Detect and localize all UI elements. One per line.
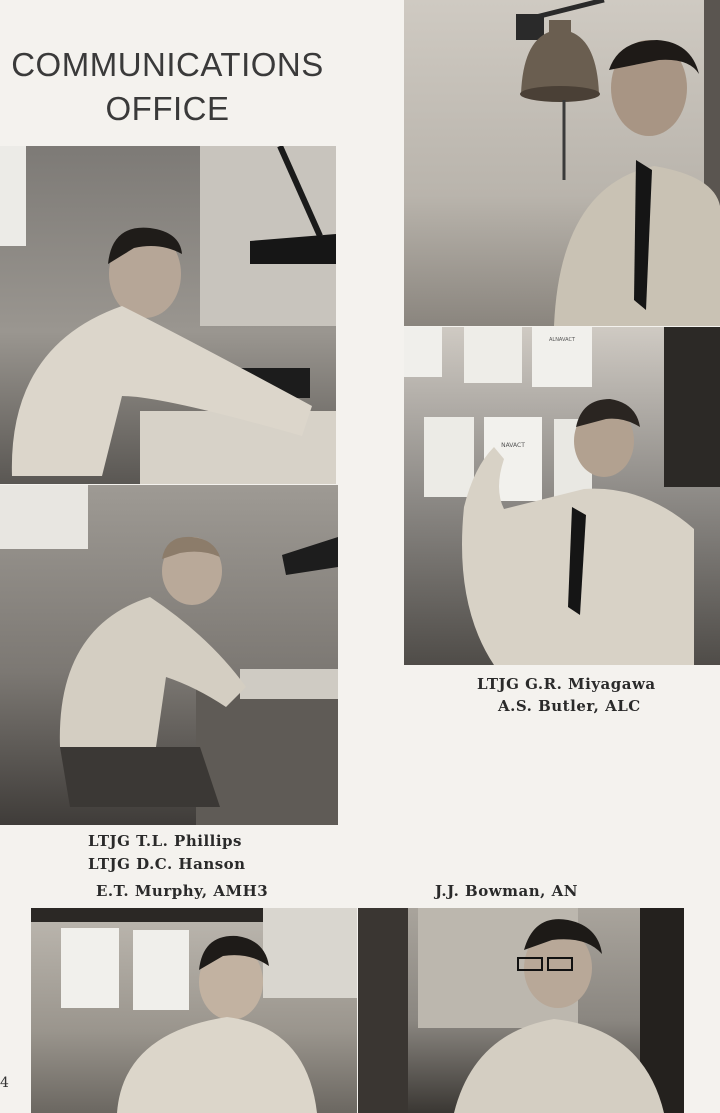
- caption-butler: A.S. Butler, ALC: [498, 697, 641, 715]
- photo-man-with-glasses: [358, 908, 684, 1113]
- caption-miyagawa: LTJG G.R. Miyagawa: [477, 675, 656, 693]
- page-title-line-2: OFFICE: [105, 90, 230, 127]
- photo-young-man-clipboards: [31, 908, 357, 1113]
- caption-hanson: LTJG D.C. Hanson: [88, 855, 246, 873]
- photo-man-at-clipboard-board: [404, 327, 720, 665]
- clipboard-label-navact: NAVACT: [501, 442, 525, 449]
- photo-officer-with-bell: [404, 0, 720, 326]
- page-title-line-1: COMMUNICATIONS: [11, 46, 324, 83]
- clipboard-label-alnavact: ALNAVACT: [548, 337, 576, 343]
- photo-man-at-desk-reaching: [0, 146, 336, 484]
- caption-murphy: E.T. Murphy, AMH3: [96, 882, 269, 900]
- caption-phillips: LTJG T.L. Phillips: [88, 832, 242, 850]
- photo-seated-man-writing: [0, 485, 338, 825]
- page-number: 4: [0, 1075, 9, 1091]
- caption-bowman: J.J. Bowman, AN: [435, 882, 578, 900]
